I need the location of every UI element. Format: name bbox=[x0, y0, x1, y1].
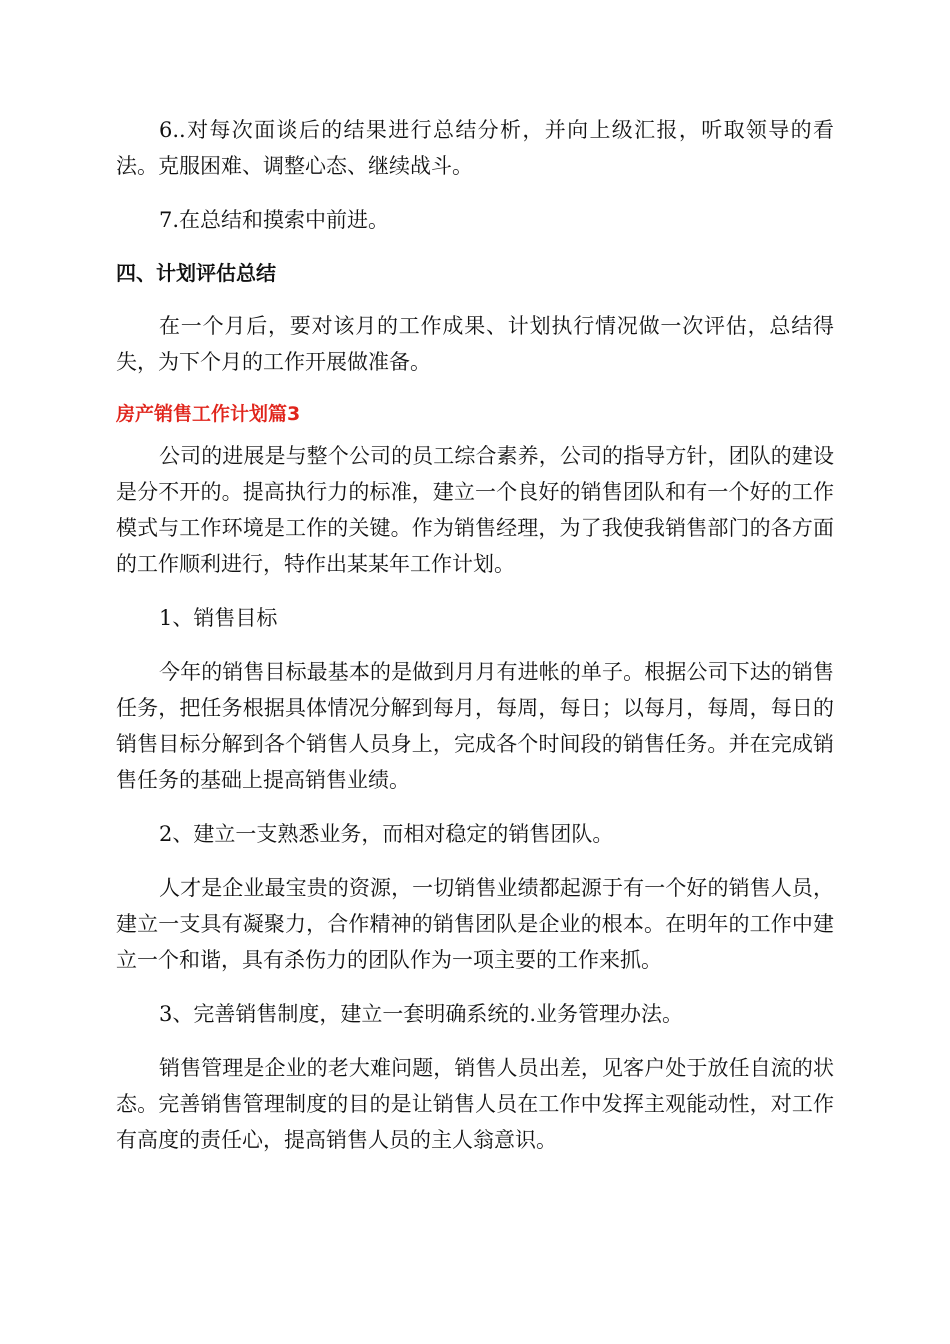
paragraph-sales-system: 销售管理是企业的老大难问题，销售人员出差，见客户处于放任自流的状态。完善销售管理制度的目的是让销售人员在工作中发挥主观能动性，对工作有高度的责任心，提高销售人员的主人翁意识。 bbox=[116, 1056, 834, 1152]
subheading-sales-system: 3、完善销售制度，建立一套明确系统的.业务管理办法。 bbox=[159, 1002, 684, 1026]
paragraph-item-6: 6..对每次面谈后的结果进行总结分析，并向上级汇报，听取领导的看法。克服困难、调整心态、继续战斗。 bbox=[116, 118, 834, 178]
article-title: 房产销售工作计划篇3 bbox=[116, 403, 301, 425]
paragraph-item-7: 7.在总结和摸索中前进。 bbox=[159, 208, 390, 232]
section-heading-evaluation: 四、计划评估总结 bbox=[116, 261, 276, 285]
paragraph-sales-target: 今年的销售目标最基本的是做到月月有进帐的单子。根据公司下达的销售任务，把任务根据具体情况分解到每月，每周，每日；以每月，每周，每日的销售目标分解到各个销售人员身上，完成各个时间段的销售任务。并在完成销售任务的基础上提高销售业绩。 bbox=[116, 660, 834, 792]
paragraph-evaluation: 在一个月后，要对该月的工作成果、计划执行情况做一次评估，总结得失，为下个月的工作开展做准备。 bbox=[116, 314, 834, 374]
paragraph-sales-team: 人才是企业最宝贵的资源，一切销售业绩都起源于有一个好的销售人员，建立一支具有凝聚力，合作精神的销售团队是企业的根本。在明年的工作中建立一个和谐，具有杀伤力的团队作为一项主要的工作来抓。 bbox=[116, 876, 834, 972]
subheading-sales-target: 1、销售目标 bbox=[159, 606, 278, 630]
document-body bbox=[116, 112, 834, 1176]
subheading-sales-team: 2、建立一支熟悉业务，而相对稳定的销售团队。 bbox=[159, 822, 614, 846]
paragraph-intro: 公司的进展是与整个公司的员工综合素养，公司的指导方针，团队的建设是分不开的。提高执行力的标准，建立一个良好的销售团队和有一个好的工作模式与工作环境是工作的关键。作为销售经理，为了我使我销售部门的各方面的工作顺利进行，特作出某某年工作计划。 bbox=[116, 444, 834, 576]
